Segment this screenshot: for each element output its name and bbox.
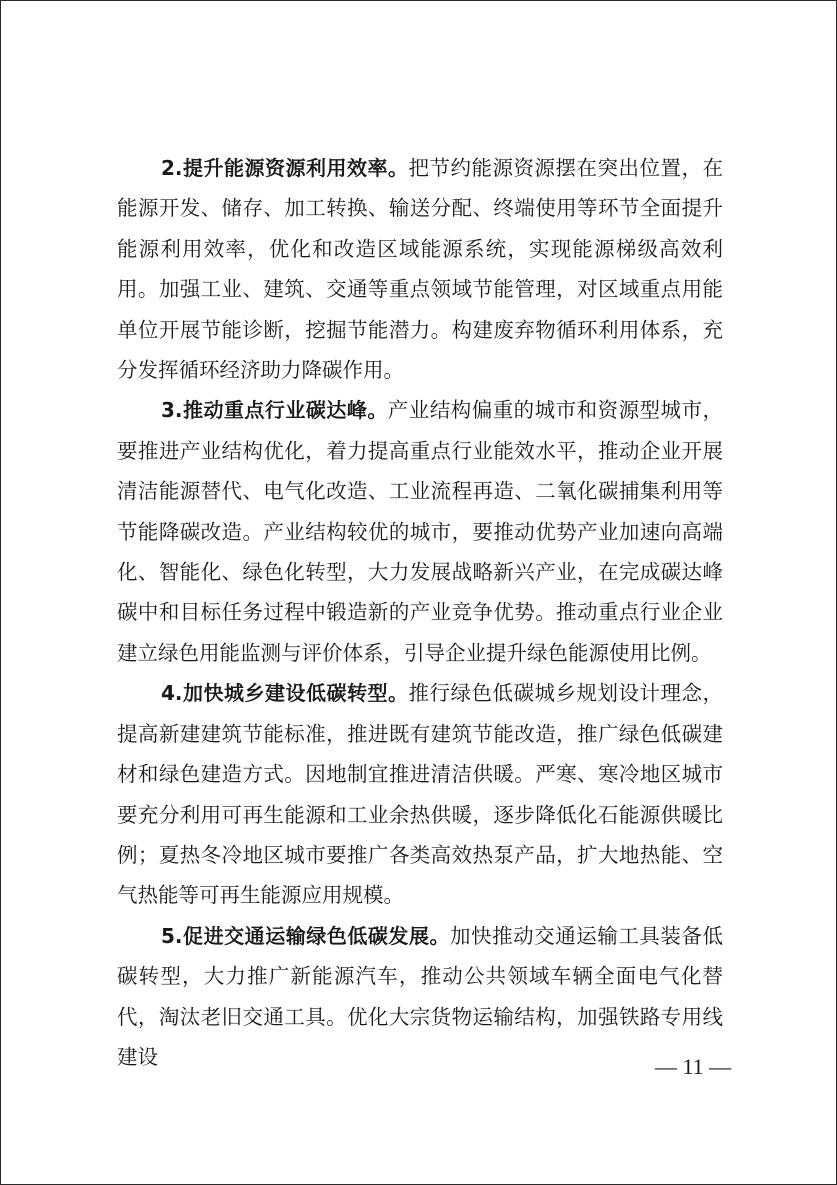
section-body: 产业结构偏重的城市和资源型城市，要推进产业结构优化，着力提高重点行业能效水平，推动企业开展清洁能源替代、电气化改造、工业流程再造、二氧化碳捕集利用等节能降碳改造。产业结构较优的城市，要推动优势产业加速向高端化、智能化、绿色化转型，大力发展战略新兴产业，在完成碳达峰碳中和目标任务过程中锻造新的产业竞争优势。推动重点行业企业建立绿色用能监测与评价体系，引导企业提升绿色能源使用比例。	[117, 398, 723, 665]
section-body: 推行绿色低碳城乡规划设计理念，提高新建建筑节能标准，推进既有建筑节能改造，推广绿色低碳建材和绿色建造方式。因地制宜推进清洁供暖。严寒、寒冷地区城市要充分利用可再生能源和工业余热供暖，逐步降低化石能源供暖比例；夏热冬冷地区城市要推广各类高效热泵产品，扩大地热能、空气热能等可再生能源应用规模。	[117, 681, 724, 908]
section-heading: 4.加快城乡建设低碳转型。	[161, 681, 409, 706]
paragraph-urban-rural-construction	[117, 673, 723, 915]
section-body: 加快推动交通运输工具装备低碳转型，大力推广新能源汽车，推动公共领域车辆全面电气化替代，淘汰老旧交通工具。优化大宗货物运输结构，加强铁路专用线建设	[117, 923, 724, 1069]
section-heading: 3.推动重点行业碳达峰。	[161, 398, 388, 423]
section-heading: 2.提升能源资源利用效率。	[161, 156, 409, 180]
paragraph-key-industries	[117, 390, 723, 673]
page-number: — 11 —	[655, 1054, 732, 1079]
paragraph-transportation	[117, 916, 723, 1078]
section-body: 把节约能源资源摆在突出位置，在能源开发、储存、加工转换、输送分配、终端使用等环节全面提升能源利用效率，优化和改造区域能源系统，实现能源梯级高效利用。加强工业、建筑、交通等重点领域节能管理，对区域重点用能单位开展节能诊断，挖掘节能潜力。构建废弃物循环利用体系，充分发挥循环经济助力降碳作用。	[117, 156, 724, 383]
paragraph-energy-efficiency	[117, 148, 723, 390]
section-heading: 5.促进交通运输绿色低碳发展。	[161, 923, 451, 948]
document-body	[117, 148, 723, 1077]
